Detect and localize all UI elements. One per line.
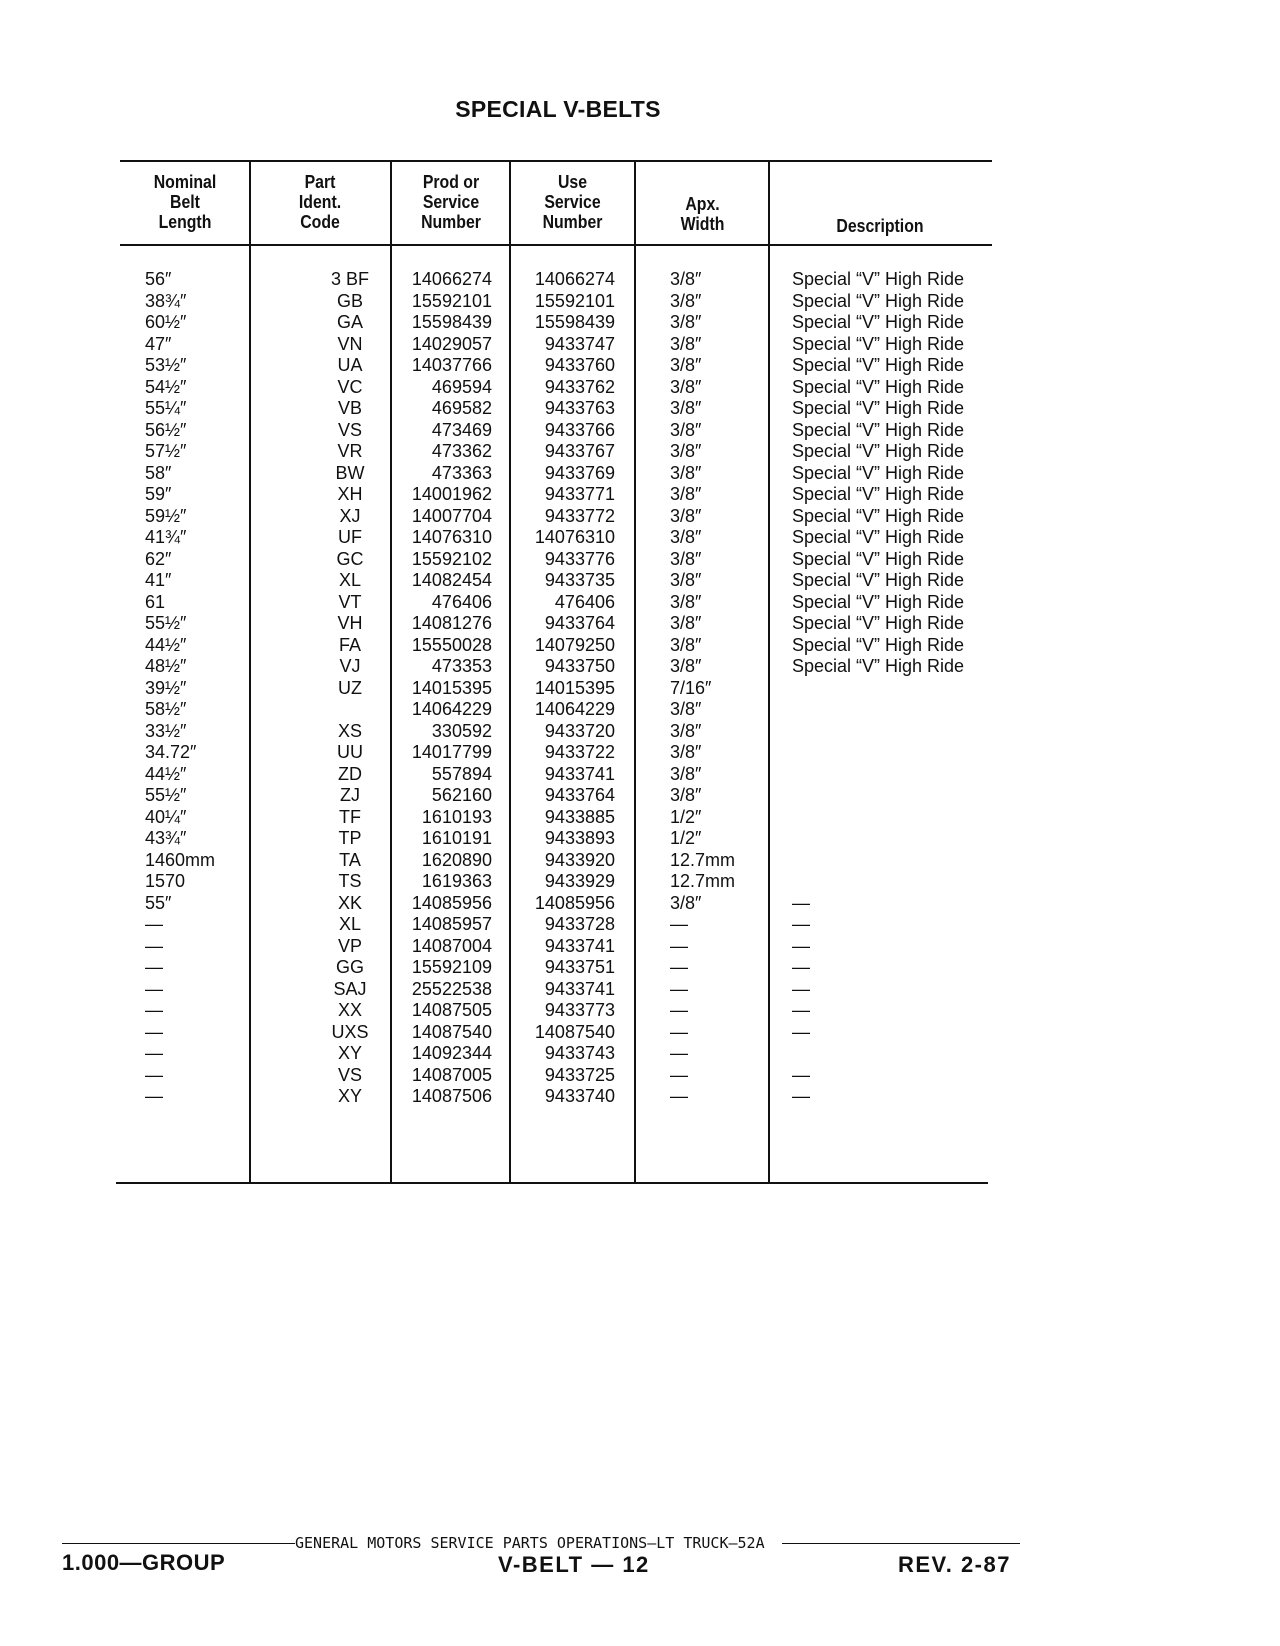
cell-use-number: 9433771 [544,484,615,504]
table-row [0,827,1280,849]
cell-part-code: TF [339,806,361,827]
cell-approx-width: 3/8″ [670,613,702,633]
cell-part-code: XY [337,1043,362,1063]
cell-approx-width: 3/8″ [670,742,702,762]
cell-description: — [792,978,810,999]
cell-approx-width: 3/8″ [670,634,702,655]
cell-nominal-length: 58½″ [145,699,187,719]
cell-description: — [792,935,810,956]
header-nominal-belt-length: Nominal Belt Length [153,172,217,232]
cell-use-number: 14064229 [534,699,615,719]
header-part-ident-code: Part Ident. Code [298,172,342,232]
cell-part-code: TA [339,849,361,870]
header-use-service-number: Use Service Number [542,172,603,232]
cell-approx-width: 3/8″ [670,720,702,741]
cell-nominal-length: 48½″ [145,656,187,676]
cell-nominal-length: — [145,914,163,934]
cell-prod-number: 14029057 [411,333,492,354]
cell-use-number: 9433920 [544,849,615,870]
cell-use-number: 9433741 [544,978,615,999]
cell-description: Special “V” High Ride [792,290,965,311]
cell-prod-number: 476406 [431,591,492,612]
cell-part-code: XL [338,570,362,590]
cell-part-code: GC [336,548,364,569]
table-row [0,1021,1280,1043]
cell-part-code: UA [337,355,363,375]
table-row [0,354,1280,376]
cell-nominal-length: 55½″ [145,785,187,805]
cell-prod-number: 15592102 [411,548,492,569]
cell-approx-width: 3/8″ [670,312,702,332]
table-row [0,1042,1280,1064]
cell-use-number: 14085956 [534,892,615,913]
cell-part-code: ZD [338,763,362,784]
cell-prod-number: 14015395 [411,677,492,698]
footer-group: 1.000—GROUP [62,1550,226,1575]
cell-description: — [792,957,810,977]
cell-prod-number: 473362 [431,441,492,461]
cell-part-code: 3 BF [330,269,369,289]
footer-rule-left [62,1543,295,1544]
cell-prod-number: 15550028 [411,634,492,655]
cell-description: Special “V” High Ride [792,441,965,461]
cell-part-code: VP [337,935,362,956]
table-row [0,956,1280,978]
cell-use-number: 14079250 [534,634,615,655]
cell-part-code: XJ [339,505,361,526]
cell-part-code: XH [337,484,363,504]
cell-nominal-length: 55″ [145,892,172,913]
table-row [0,548,1280,570]
footer-operations: GENERAL MOTORS SERVICE PARTS OPERATIONS—LT TRUCK—52A [295,1534,765,1552]
cell-approx-width: 3/8″ [670,699,702,719]
table-row [0,806,1280,828]
table-row [0,999,1280,1021]
cell-use-number: 9433740 [544,1086,615,1106]
cell-part-code: VN [337,333,363,354]
cell-approx-width: — [670,1043,688,1063]
cell-use-number: 9433893 [544,828,615,848]
cell-description: Special “V” High Ride [792,548,965,569]
cell-part-code: FA [338,634,361,655]
table-row [0,634,1280,656]
cell-nominal-length: — [145,957,163,977]
cell-use-number: 9433762 [544,376,615,397]
cell-part-code: VT [338,591,362,612]
cell-nominal-length: 44½″ [145,634,187,655]
cell-approx-width: 3/8″ [670,441,702,461]
table-row [0,892,1280,914]
cell-approx-width: 3/8″ [670,355,702,375]
cell-prod-number: 14085957 [411,914,492,934]
cell-use-number: 476406 [554,591,615,612]
cell-prod-number: 14064229 [411,699,492,719]
cell-part-code: XK [337,892,362,913]
cell-part-code: VS [337,1064,362,1085]
cell-prod-number: 25522538 [411,978,492,999]
cell-part-code: TS [338,871,362,891]
cell-approx-width: — [670,1000,688,1020]
header-apx-width: Apx. Width [680,194,725,234]
cell-use-number: 9433764 [544,613,615,633]
cell-description: Special “V” High Ride [792,462,965,483]
cell-approx-width: 3/8″ [670,376,702,397]
cell-part-code: XX [337,1000,362,1020]
table-row [0,612,1280,634]
table-bottom-rule [116,1182,988,1184]
cell-nominal-length: — [145,978,163,999]
table-row [0,763,1280,785]
cell-use-number: 9433767 [544,441,615,461]
cell-use-number: 9433766 [544,419,615,440]
cell-prod-number: 1620890 [421,849,492,870]
cell-approx-width: 3/8″ [670,591,702,612]
cell-description: Special “V” High Ride [792,591,965,612]
cell-approx-width: — [670,957,688,977]
cell-use-number: 9433750 [544,656,615,676]
cell-approx-width: 12.7mm [670,849,736,870]
cell-use-number: 9433764 [544,785,615,805]
cell-part-code: VB [337,398,362,418]
cell-description: Special “V” High Ride [792,355,965,375]
table-row [0,333,1280,355]
cell-approx-width: 3/8″ [670,892,702,913]
cell-nominal-length: 56½″ [145,419,187,440]
cell-use-number: 14066274 [534,269,615,289]
footer-revision: REV. 2-87 [898,1552,1011,1577]
cell-approx-width: 3/8″ [670,656,702,676]
cell-nominal-length: — [145,1086,163,1106]
cell-description: Special “V” High Ride [792,570,965,590]
cell-nominal-length: 54½″ [145,376,187,397]
cell-use-number: 9433720 [544,720,615,741]
cell-approx-width: 3/8″ [670,462,702,483]
footer-page-label: V-BELT — 12 [498,1552,650,1577]
cell-part-code: VH [337,613,363,633]
cell-approx-width: — [670,935,688,956]
cell-approx-width: 3/8″ [670,570,702,590]
cell-nominal-length: 61 [145,591,166,612]
cell-prod-number: 1610191 [421,828,492,848]
cell-use-number: 9433722 [544,742,615,762]
cell-part-code: XS [337,720,362,741]
cell-part-code: UZ [338,677,362,698]
cell-use-number: 14087540 [534,1021,615,1042]
cell-description: Special “V” High Ride [792,376,965,397]
cell-part-code: UU [337,742,363,762]
cell-description: Special “V” High Ride [792,333,965,354]
cell-prod-number: 14087004 [411,935,492,956]
cell-nominal-length: 59½″ [145,505,187,526]
cell-use-number: 9433773 [544,1000,615,1020]
cell-prod-number: 15592109 [411,957,492,977]
table-row [0,505,1280,527]
cell-use-number: 9433772 [544,505,615,526]
cell-description: Special “V” High Ride [792,613,965,633]
cell-part-code: GA [336,312,363,332]
table-row [0,376,1280,398]
cell-prod-number: 15592101 [411,290,492,311]
cell-prod-number: 557894 [431,763,492,784]
cell-approx-width: 3/8″ [670,548,702,569]
table-row [0,526,1280,548]
cell-prod-number: 473469 [431,419,492,440]
cell-prod-number: 14092344 [411,1043,492,1063]
cell-nominal-length: 43¾″ [145,828,187,848]
cell-nominal-length: 55¼″ [145,398,187,418]
cell-prod-number: 14076310 [411,527,492,547]
cell-description: Special “V” High Ride [792,505,965,526]
cell-nominal-length: 56″ [145,269,172,289]
cell-use-number: 14015395 [534,677,615,698]
cell-use-number: 9433769 [544,462,615,483]
cell-prod-number: 562160 [431,785,492,805]
table-row [0,655,1280,677]
cell-description: Special “V” High Ride [792,527,965,547]
cell-nominal-length: 57½″ [145,441,187,461]
cell-prod-number: 14087540 [411,1021,492,1042]
cell-nominal-length: 60½″ [145,312,187,332]
table-row [0,849,1280,871]
cell-description: Special “V” High Ride [792,484,965,504]
cell-part-code: XL [338,914,362,934]
cell-use-number: 9433743 [544,1043,615,1063]
cell-part-code: SAJ [333,978,367,999]
table-row [0,268,1280,290]
cell-part-code: VS [337,419,362,440]
cell-description: — [792,1086,810,1106]
cell-use-number: 15598439 [534,312,615,332]
cell-approx-width: 3/8″ [670,505,702,526]
cell-part-code: UXS [331,1021,369,1042]
cell-prod-number: 14085956 [411,892,492,913]
cell-part-code: VC [337,376,363,397]
cell-part-code: ZJ [340,785,360,805]
cell-prod-number: 14001962 [411,484,492,504]
cell-part-code: VR [337,441,363,461]
table-row [0,483,1280,505]
cell-prod-number: 14007704 [411,505,492,526]
cell-approx-width: — [670,1064,688,1085]
cell-prod-number: 14066274 [411,269,492,289]
cell-approx-width: 7/16″ [670,677,712,698]
cell-nominal-length: 34.72″ [145,742,197,762]
table-row [0,311,1280,333]
cell-use-number: 14076310 [534,527,615,547]
cell-use-number: 15592101 [534,290,615,311]
cell-nominal-length: — [145,1043,163,1063]
table-row [0,462,1280,484]
table-row [0,935,1280,957]
cell-nominal-length: — [145,1000,163,1020]
cell-use-number: 9433760 [544,355,615,375]
cell-approx-width: — [670,914,688,934]
cell-prod-number: 473363 [431,462,492,483]
cell-nominal-length: 58″ [145,462,172,483]
cell-use-number: 9433885 [544,806,615,827]
cell-approx-width: 3/8″ [670,398,702,418]
cell-nominal-length: 53½″ [145,355,187,375]
cell-description: — [792,1064,810,1085]
cell-prod-number: 15598439 [411,312,492,332]
table-row [0,290,1280,312]
table-row [0,677,1280,699]
cell-description: Special “V” High Ride [792,312,965,332]
header-description: Description [836,216,924,236]
cell-nominal-length: 44½″ [145,763,187,784]
cell-nominal-length: — [145,1064,163,1085]
cell-description: — [792,892,810,913]
cell-description: Special “V” High Ride [792,419,965,440]
cell-use-number: 9433776 [544,548,615,569]
cell-approx-width: 3/8″ [670,484,702,504]
cell-part-code: TP [338,828,362,848]
cell-approx-width: 12.7mm [670,871,736,891]
cell-description: — [792,914,810,934]
cell-approx-width: 3/8″ [670,763,702,784]
cell-approx-width: 3/8″ [670,419,702,440]
cell-prod-number: 14087005 [411,1064,492,1085]
cell-approx-width: 1/2″ [670,806,702,827]
cell-part-code: VJ [339,656,361,676]
page-title: SPECIAL V-BELTS [455,96,661,122]
cell-approx-width: — [670,1021,688,1042]
cell-part-code: XY [337,1086,362,1106]
cell-prod-number: 469582 [431,398,492,418]
table-row [0,1085,1280,1107]
cell-prod-number: 14087506 [411,1086,492,1106]
table-row [0,720,1280,742]
cell-nominal-length: 1460mm [145,849,216,870]
cell-nominal-length: 33½″ [145,720,187,741]
cell-description: Special “V” High Ride [792,398,965,418]
cell-part-code: GB [336,290,363,311]
cell-prod-number: 469594 [431,376,492,397]
table-row [0,698,1280,720]
cell-description: Special “V” High Ride [792,656,965,676]
cell-use-number: 9433725 [544,1064,615,1085]
cell-approx-width: — [670,978,688,999]
cell-description: — [792,1021,810,1042]
table-row [0,913,1280,935]
table-row [0,440,1280,462]
table-row [0,978,1280,1000]
cell-nominal-length: 59″ [145,484,172,504]
cell-approx-width: — [670,1086,688,1106]
cell-part-code: BW [335,462,365,483]
cell-approx-width: 3/8″ [670,785,702,805]
cell-part-code: UF [338,527,362,547]
table-row [0,591,1280,613]
cell-prod-number: 1619363 [421,871,492,891]
cell-approx-width: 3/8″ [670,269,702,289]
cell-nominal-length: 40¼″ [145,806,187,827]
table-row [0,419,1280,441]
cell-use-number: 9433929 [544,871,615,891]
table-row [0,569,1280,591]
cell-approx-width: 3/8″ [670,290,702,311]
table-row [0,397,1280,419]
cell-nominal-length: — [145,935,163,956]
cell-use-number: 9433763 [544,398,615,418]
table-row [0,784,1280,806]
cell-prod-number: 14037766 [411,355,492,375]
cell-approx-width: 1/2″ [670,828,702,848]
footer-rule-right [782,1543,1020,1544]
cell-prod-number: 14082454 [411,570,492,590]
cell-nominal-length: 47″ [145,333,172,354]
cell-description: Special “V” High Ride [792,634,965,655]
cell-prod-number: 14017799 [411,742,492,762]
cell-nominal-length: 41″ [145,570,172,590]
cell-nominal-length: 41¾″ [145,527,187,547]
cell-use-number: 9433751 [544,957,615,977]
cell-use-number: 9433741 [544,935,615,956]
cell-prod-number: 473353 [431,656,492,676]
cell-use-number: 9433741 [544,763,615,784]
cell-use-number: 9433728 [544,914,615,934]
cell-part-code: GG [335,957,364,977]
cell-description: Special “V” High Ride [792,269,965,289]
cell-description: — [792,1000,810,1020]
cell-nominal-length: 62″ [145,548,172,569]
cell-nominal-length: — [145,1021,163,1042]
cell-prod-number: 14087505 [411,1000,492,1020]
cell-nominal-length: 55½″ [145,613,187,633]
cell-nominal-length: 38¾″ [145,290,187,311]
cell-approx-width: 3/8″ [670,333,702,354]
cell-use-number: 9433747 [544,333,615,354]
table-row [0,741,1280,763]
table-row [0,1064,1280,1086]
cell-prod-number: 14081276 [411,613,492,633]
header-prod-service-number: Prod or Service Number [421,172,481,232]
cell-use-number: 9433735 [544,570,615,590]
cell-nominal-length: 39½″ [145,677,187,698]
table-row [0,870,1280,892]
cell-prod-number: 330592 [431,720,492,741]
cell-prod-number: 1610193 [421,806,492,827]
cell-nominal-length: 1570 [145,871,186,891]
cell-approx-width: 3/8″ [670,527,702,547]
